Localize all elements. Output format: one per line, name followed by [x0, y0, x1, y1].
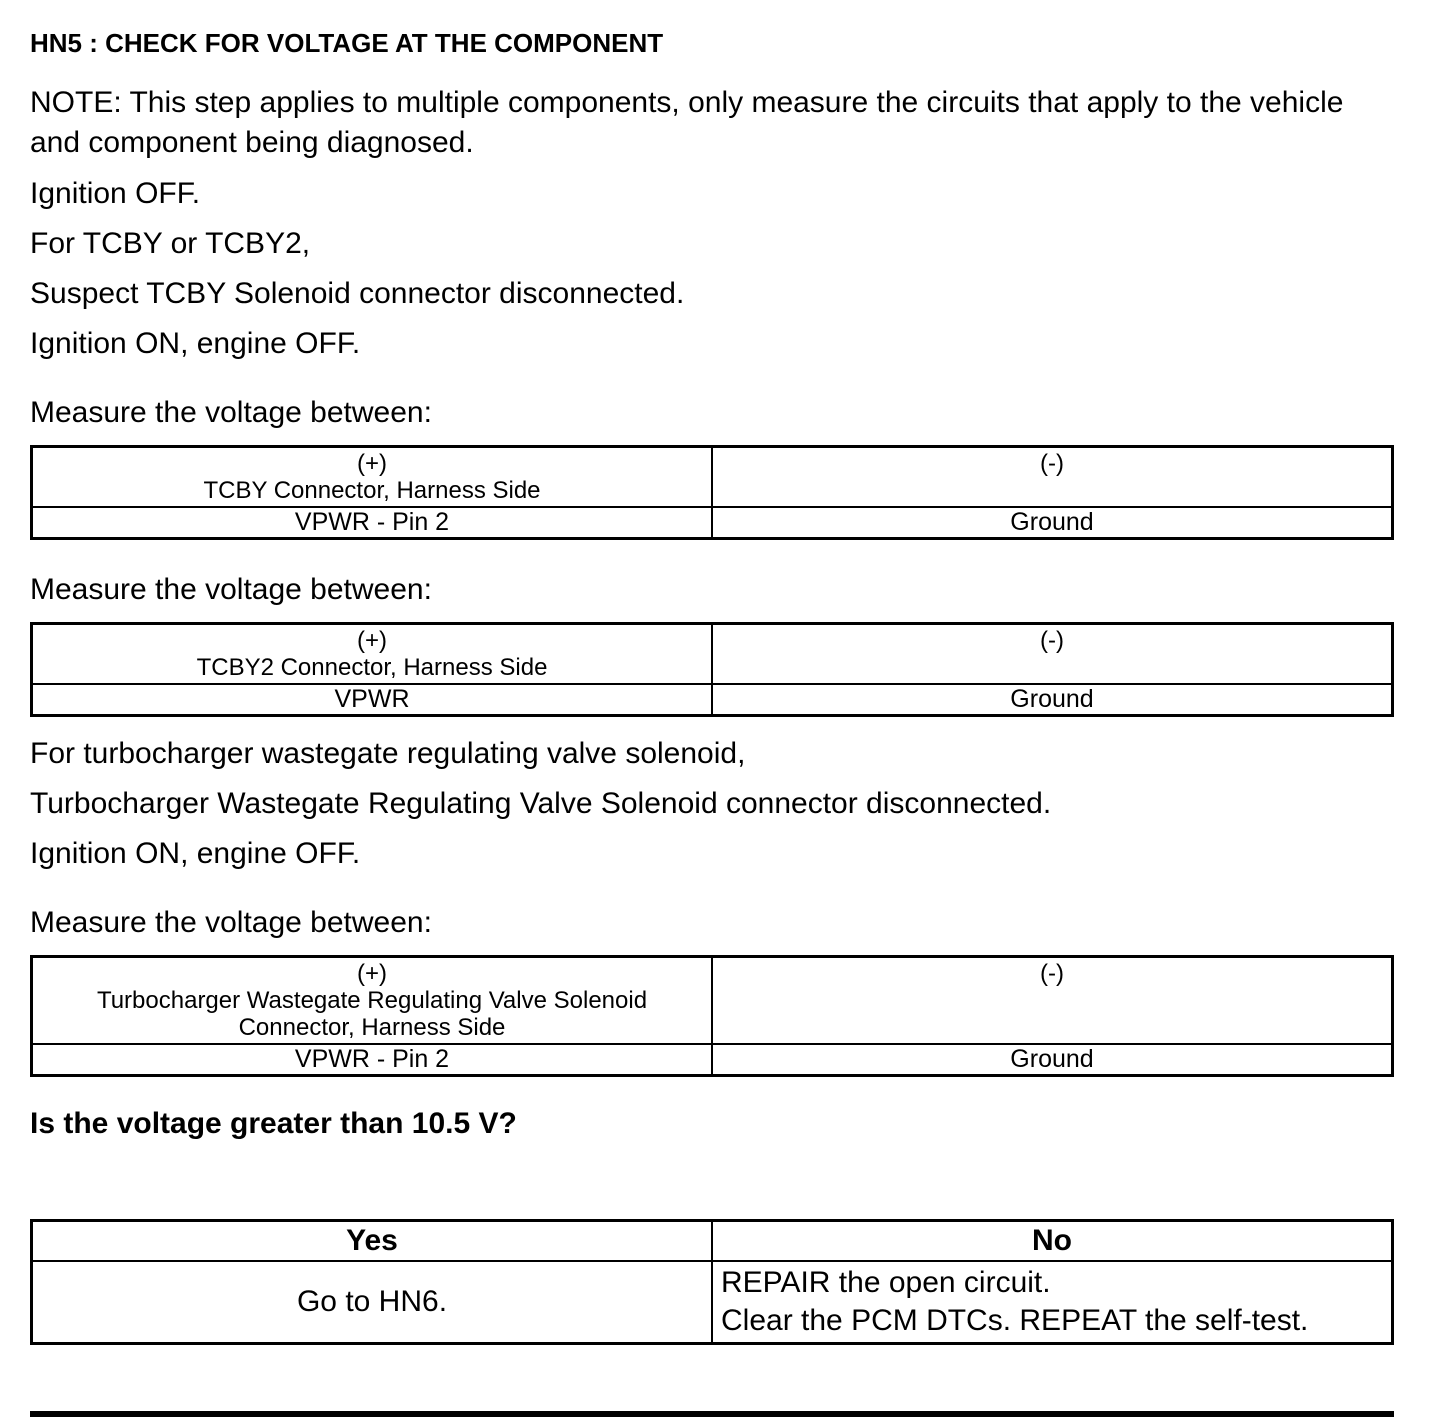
plus-sign: (+) [357, 960, 387, 987]
step-for-tcby: For TCBY or TCBY2, [30, 227, 311, 260]
page-title: HN5 : CHECK FOR VOLTAGE AT THE COMPONENT [30, 28, 664, 58]
yes-action-cell: Go to HN6. [32, 1261, 713, 1344]
no-action-line-1: REPAIR the open circuit. [721, 1266, 1051, 1299]
step-ignition-off: Ignition OFF. [30, 177, 201, 210]
table-data-row [32, 507, 1393, 539]
answer-action-row [32, 1261, 1393, 1344]
table-data-row [32, 684, 1393, 716]
table-data-row [32, 1044, 1393, 1076]
minus-pin-cell: Ground [712, 1044, 1393, 1076]
measure-label-2: Measure the voltage between: [30, 573, 432, 606]
measure-label-1: Measure the voltage between: [30, 396, 432, 429]
plus-label: TCBY Connector, Harness Side [203, 477, 541, 504]
answer-table [30, 1219, 1394, 1345]
plus-pin-cell: VPWR - Pin 2 [32, 1044, 713, 1076]
minus-sign: (-) [1040, 960, 1064, 987]
plus-sign: (+) [357, 450, 387, 477]
step-turbo-disconnected: Turbocharger Wastegate Regulating Valve Solenoid connector disconnected. [30, 787, 1052, 820]
question-text: Is the voltage greater than 10.5 V? [30, 1107, 517, 1140]
bottom-rule [30, 1411, 1394, 1417]
measurement-table-tcby [30, 445, 1394, 540]
minus-sign: (-) [1040, 627, 1064, 654]
minus-header-cell [712, 624, 1393, 685]
plus-header-cell [32, 957, 713, 1045]
measurement-table-wastegate [30, 955, 1394, 1077]
no-action-line-2: Clear the PCM DTCs. REPEAT the self-test. [721, 1304, 1309, 1337]
measurement-table-tcby2 [30, 622, 1394, 717]
table-header-row [32, 957, 1393, 1045]
minus-header-cell [712, 447, 1393, 508]
minus-pin-cell: Ground [712, 684, 1393, 716]
plus-label: Turbocharger Wastegate Regulating Valve Solenoid Connector, Harness Side [96, 987, 648, 1041]
answer-header-row [32, 1221, 1393, 1262]
step-ignition-on-2: Ignition ON, engine OFF. [30, 837, 361, 870]
step-suspect-tcby: Suspect TCBY Solenoid connector disconnected. [30, 277, 685, 310]
plus-pin-cell: VPWR - Pin 2 [32, 507, 713, 539]
no-action-cell [712, 1261, 1393, 1344]
measure-label-3: Measure the voltage between: [30, 906, 432, 939]
minus-pin-cell: Ground [712, 507, 1393, 539]
minus-sign: (-) [1040, 450, 1064, 477]
plus-header-cell [32, 447, 713, 508]
note-text: NOTE: This step applies to multiple components, only measure the circuits that apply to the vehicle and component being diagnosed. [30, 86, 1344, 159]
plus-sign: (+) [357, 627, 387, 654]
no-header: No [712, 1221, 1393, 1262]
plus-pin-cell: VPWR [32, 684, 713, 716]
plus-header-cell [32, 624, 713, 685]
table-header-row [32, 624, 1393, 685]
step-ignition-on-1: Ignition ON, engine OFF. [30, 327, 361, 360]
plus-label: TCBY2 Connector, Harness Side [196, 654, 548, 681]
minus-header-cell [712, 957, 1393, 1045]
step-for-turbo: For turbocharger wastegate regulating valve solenoid, [30, 737, 746, 770]
table-header-row [32, 447, 1393, 508]
yes-header: Yes [32, 1221, 713, 1262]
